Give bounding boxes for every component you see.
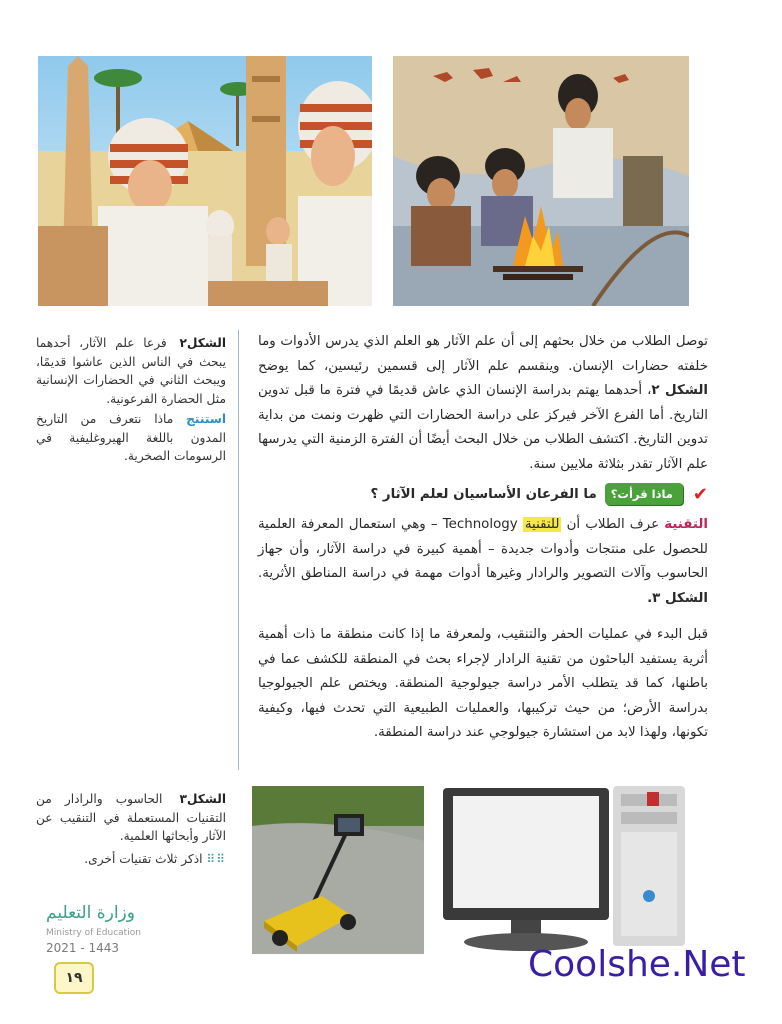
paragraph-technology: التقنية عرف الطلاب أن للتقنية Technology – وهي استعمال المعرفة العلمية للحصول على منتجات وأدوات جديدة – أهمية كبيرة في دراسة الآثار، وأن جهاز الحاسوب وآلات التصوير والرادار وغيرها أدوات مهمة في دراسة المناطق الأثرية. الشكل ٣. [258,517,708,606]
figure-3-label: الشكل٣ [179,792,227,806]
radar-device-photo [252,786,424,954]
fig3-extra-block [36,850,226,869]
fig3-extra-text: اذكر ثلاث تقنيات أخرى. [84,851,203,866]
prehistoric-illustration [393,56,689,306]
page-number: ١٩ [54,962,94,994]
infer-text: ماذا نتعرف من التاريخ المدون باللغة الهيروغليفية في الرسومات الصخرية. [36,412,226,463]
figure-2-caption [36,334,226,466]
paragraph-radar-geology: قبل البدء في عمليات الحفر والتنقيب، ولمعرفة ما إذا كانت منطقة ما ذات أهمية أثرية يستفيد الباحثون من تقنية الرادار لإجراء بحث في المنطقة للكشف عما في باطنها، كما قد يتطلب الأمر دراسة جيولوجية المنطقة. ويختص علم الجيولوجيا بدراسة الأرض؛ من حيث تركيبها، والعمليات الطبيعية التي تحدث فيها، وكيفية تكونها، ولهذا لابد من استشارة جيولوجي عند دراسة المنطقة. [258,627,708,740]
what-did-you-read-badge: ماذا قرأت؟ [605,483,683,505]
term-technology: التقنية [664,517,708,532]
dots-icon: ⠿⠿ [206,851,226,866]
edition-year: 2021 - 1443 [46,941,120,955]
watermark-text: Coolshe.Net [528,944,746,985]
figure-2-caption-text: فرعا علم الآثار، أحدهما يبحث في الناس الذين عاشوا قديمًا، ويبحث الثاني في الحضارات الإنسانية مثل الحضارة الفرعونية. [36,336,226,406]
figure-2-reference[interactable]: الشكل ٢ [651,383,708,398]
main-text-column [258,330,708,746]
what-did-you-read-question: ما الفرعان الأساسيان لعلم الآثار ؟ [370,486,597,502]
highlight-technology: للتقنية [524,517,560,532]
computer-photo [441,786,687,954]
figure-3-reference[interactable]: الشكل ٣. [647,590,708,606]
column-divider [238,330,239,770]
infer-block [36,410,226,466]
infer-label: استنتج [186,412,226,426]
paragraph-archaeology-definition: توصل الطلاب من خلال بحثهم إلى أن علم الآثار هو العلم الذي يدرس الأدوات وما خلفته حضارات الإنسان. وينقسم علم الآثار إلى قسمين رئيسين، كما يوضح الشكل ٢، أحدهما يهتم بدراسة الإنسان الذي عاش قديمًا في فترة ما قبل تدوين التاريخ. أما الفرع الآخر فيركز على دراسة الحضارات التي ظهرت ونمت من بداية تدوين التاريخ. اكتشف الطلاب من خلال البحث أيضًا أن الفترة الزمنية التي يدرسها علم الآثار تقدر بثلاثة ملايين سنة. [258,334,708,472]
figure-2-label: الشكل٢ [179,336,227,350]
ministry-logo-arabic: وزارة التعليم [46,903,135,923]
figure-3-caption [36,790,226,868]
checkmark-icon: ✔ [692,483,708,505]
what-did-you-read [258,483,708,505]
egypt-illustration [38,56,372,306]
figure-3-caption-text: الحاسوب والرادار من التقنيات المستعملة في التنقيب عن الآثار وأبحاثها العلمية. [36,792,226,843]
ministry-logo-english: Ministry of Education [46,928,141,938]
